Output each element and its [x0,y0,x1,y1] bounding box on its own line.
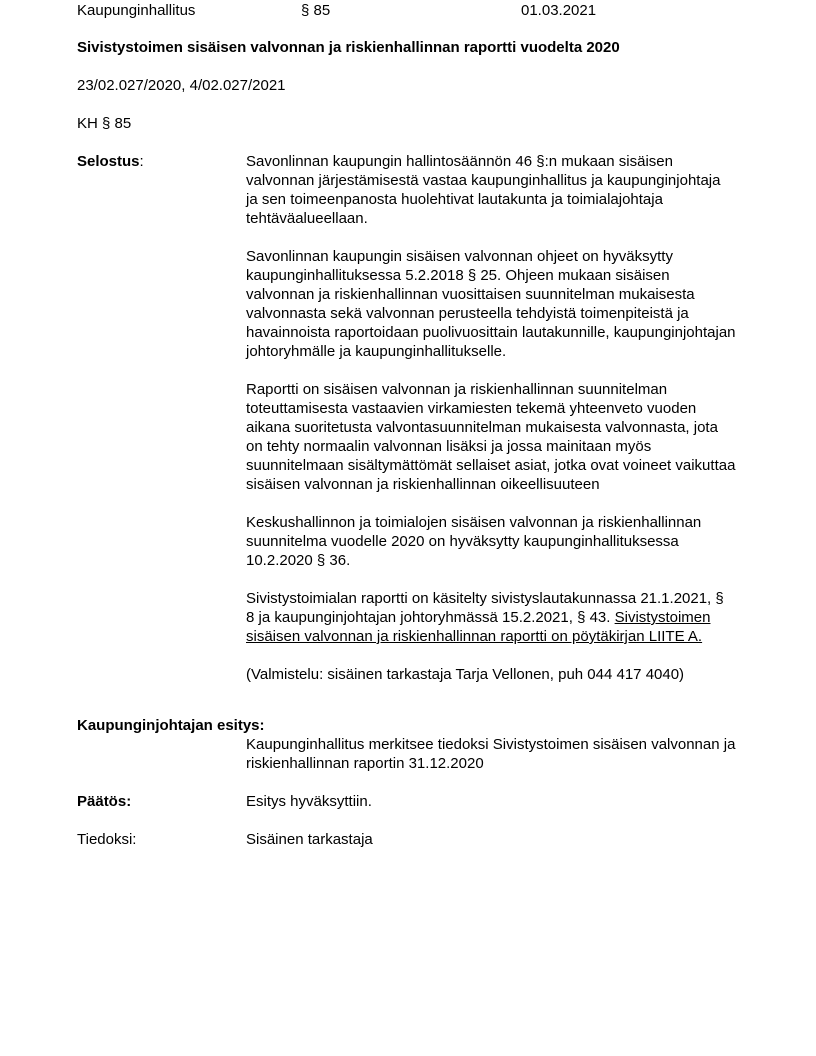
header-meeting-date: 01.03.2021 [521,2,597,19]
notify-content [246,830,736,849]
proposal-label [77,716,265,735]
selostus-paragraph-1: Savonlinnan kaupungin hallintosäännön 46 §:n mukaan sisäisen valvonnan järjestämisestä vastaa kaupunginhallitus ja kaupunginjohtaja ja sen toimeenpanosta huolehtivat lautakunta ja toimialajohtaja tehtäväalueellaan. [246,153,721,227]
selostus-label-text: Selostus [77,153,140,170]
decision-label [77,792,131,811]
decision-content [246,792,736,811]
document-title: Sivistystoimen sisäisen valvonnan ja riskienhallinnan raportti vuodelta 2020 [77,39,620,56]
selostus-label-colon: : [139,153,144,170]
proposal-text: Kaupunginhallitus merkitsee tiedoksi Sivistystoimen sisäisen valvonnan ja riskienhallinnan raportin 31.12.2020 [246,736,736,772]
selostus-label [77,152,144,171]
preparer-note: (Valmistelu: sisäinen tarkastaja Tarja Vellonen, puh 044 417 4040) [246,666,685,683]
header-body-name: Kaupunginhallitus [77,2,196,19]
selostus-paragraph-4: Keskushallinnon ja toimialojen sisäisen valvonnan ja riskienhallinnan suunnitelma vuodelle 2020 on hyväksytty kaupunginhallituksessa 10.2.2020 § 36. [246,514,702,569]
notify-text: Sisäinen tarkastaja [246,831,373,848]
header-section-number: § 85 [301,2,331,19]
kh-reference: KH § 85 [77,115,132,132]
selostus-paragraph-5-text: Sivistystoimialan raportti on käsitelty sivistyslautakunnassa 21.1.2021, § 8 ja kaupunginjohtajan johtoryhmässä 15.2.2021, § 43. [246,590,724,626]
diary-numbers: 23/02.027/2020, 4/02.027/2021 [77,77,286,94]
selostus-content [246,152,736,684]
attachment-link[interactable]: Sivistystoimen sisäisen valvonnan ja riskienhallinnan raportti on pöytäkirjan LIITE A. [246,609,711,645]
decision-label-text: Päätös: [77,793,132,810]
selostus-paragraph-3: Raportti on sisäisen valvonnan ja riskienhallinnan suunnitelman toteuttamisesta vastaavien virkamiesten tekemä yhteenveto vuoden aikana suoritetusta valvontasuunnitelman mukaisesta valvonnasta, jota on tehty normaalin valvonnan lisäksi ja jossa mainitaan myös suunnitelmaan sisältymättömät sellaiset asiat, jotka ovat voineet vaikuttaa sisäisen valvonnan ja riskienhallinnan oikeellisuuteen [246,381,736,493]
proposal-content [246,735,736,773]
selostus-paragraph-2: Savonlinnan kaupungin sisäisen valvonnan ohjeet on hyväksytty kaupunginhallituksessa 5.2.2018 § 25. Ohjeen mukaan sisäisen valvonnan ja riskienhallinnan vuosittaisen suunnitelman mukaisesta valvonnasta sekä valvonnan perusteella tehdyistä toimenpiteistä ja havainnoista raportoidaan puolivuosittain lautakunnille, kaupunginjohtajan johtoryhmälle ja kaupunginhallitukselle. [246,248,736,360]
notify-label: Tiedoksi: [77,831,137,848]
proposal-label-text: Kaupunginjohtajan esitys: [77,717,265,734]
selostus-paragraph-5 [246,589,736,646]
document-header [0,1,816,21]
decision-text: Esitys hyväksyttiin. [246,793,372,810]
